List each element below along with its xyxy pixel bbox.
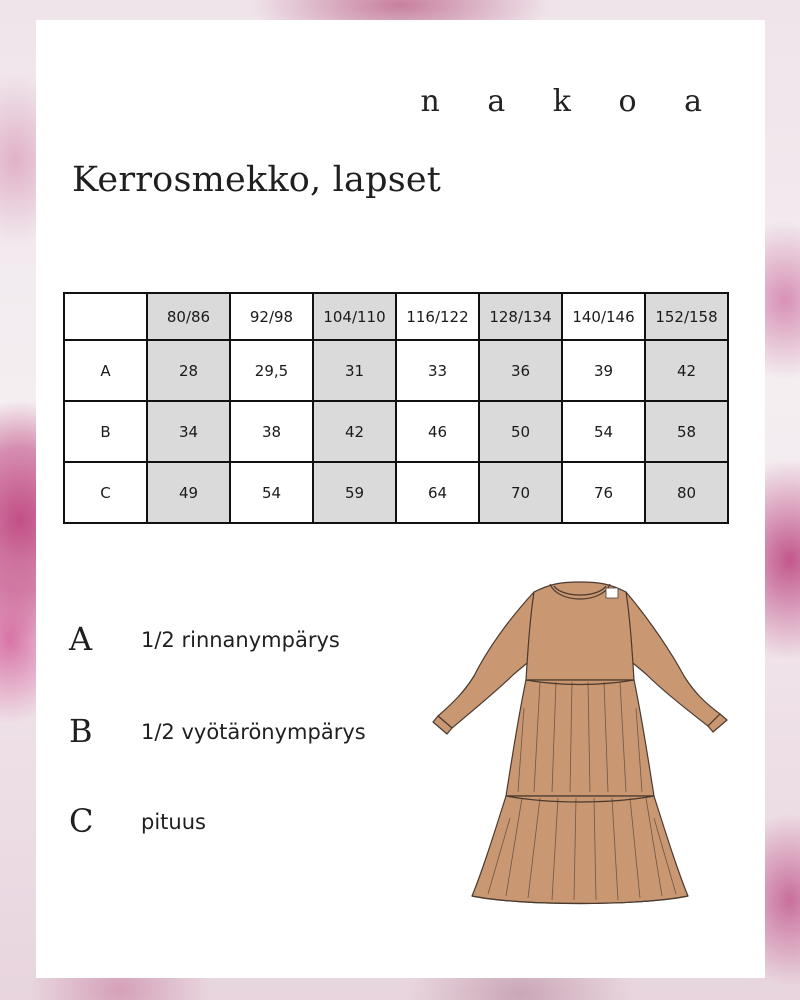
table-cell: 42	[313, 401, 396, 462]
legend-description: 1/2 rinnanympärys	[141, 628, 340, 652]
table-header-row	[64, 293, 728, 340]
table-cell: 42	[645, 340, 728, 401]
dress-shape	[433, 582, 727, 904]
table-cell: 28	[147, 340, 230, 401]
table-column-header: 152/158	[645, 293, 728, 340]
table-cell: 34	[147, 401, 230, 462]
dress-illustration	[430, 578, 730, 913]
table-cell: 49	[147, 462, 230, 523]
table-cell: 36	[479, 340, 562, 401]
table-cell: 59	[313, 462, 396, 523]
table-row-label: A	[64, 340, 147, 401]
table-cell: 39	[562, 340, 645, 401]
table-row	[64, 401, 728, 462]
table-row-label: C	[64, 462, 147, 523]
legend-description: pituus	[141, 810, 206, 834]
table-row	[64, 340, 728, 401]
table-cell: 46	[396, 401, 479, 462]
legend-description: 1/2 vyötärönympärys	[141, 720, 366, 744]
size-table	[63, 292, 729, 524]
table-column-header: 80/86	[147, 293, 230, 340]
legend-letter: C	[69, 802, 94, 840]
table-cell: 54	[562, 401, 645, 462]
table-cell: 80	[645, 462, 728, 523]
table-column-header: 116/122	[396, 293, 479, 340]
table-column-header: 104/110	[313, 293, 396, 340]
table-row-label: B	[64, 401, 147, 462]
table-cell: 64	[396, 462, 479, 523]
table-cell: 33	[396, 340, 479, 401]
table-cell: 50	[479, 401, 562, 462]
page-title: Kerrosmekko, lapset	[72, 160, 442, 200]
table-cell: 38	[230, 401, 313, 462]
table-corner-cell	[64, 293, 147, 340]
table-row	[64, 462, 728, 523]
legend-letter: B	[69, 712, 93, 750]
table-cell: 58	[645, 401, 728, 462]
table-cell: 31	[313, 340, 396, 401]
table-cell: 70	[479, 462, 562, 523]
brand-logo: n a k o a	[420, 84, 721, 119]
table-cell: 54	[230, 462, 313, 523]
table-column-header: 128/134	[479, 293, 562, 340]
table-column-header: 92/98	[230, 293, 313, 340]
table-cell: 29,5	[230, 340, 313, 401]
size-chart-card	[36, 20, 765, 978]
table-column-header: 140/146	[562, 293, 645, 340]
legend-letter: A	[69, 620, 93, 658]
table-cell: 76	[562, 462, 645, 523]
